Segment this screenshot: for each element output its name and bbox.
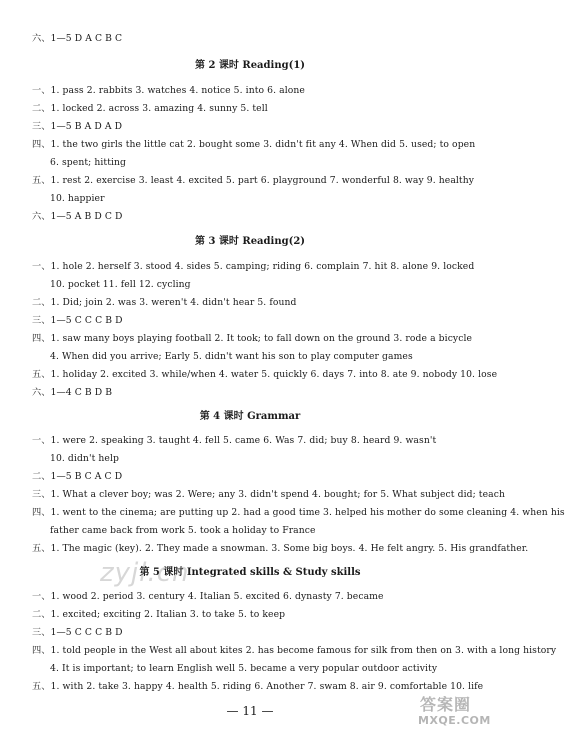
section-heading: 第 4 课时 Grammar bbox=[199, 411, 301, 422]
answer-line: 六、1—5 A B D C D bbox=[32, 211, 123, 222]
watermark-stamp-url: MXQE.COM bbox=[418, 714, 491, 727]
answer-line: 四、1. went to the cinema; are putting up 2. had a good time 3. helped his mother do some cleaning 4. when his bbox=[32, 507, 565, 518]
answer-line: 五、1. The magic (key). 2. They made a snowman. 3. Some big boys. 4. He felt angry. 5. His grandfather. bbox=[32, 543, 529, 554]
watermark-stamp-title: 答案圈 bbox=[420, 695, 472, 714]
section-heading: 第 5 课时 Integrated skills & Study skills bbox=[139, 567, 361, 578]
answer-line: 二、1. excited; exciting 2. Italian 3. to take 5. to keep bbox=[32, 609, 286, 620]
watermark-logo: zyjl.cn bbox=[100, 558, 190, 588]
answer-line: 10. didn't help bbox=[50, 453, 119, 464]
answer-line: 10. pocket 11. fell 12. cycling bbox=[50, 279, 191, 290]
section-heading: 第 2 课时 Reading(1) bbox=[194, 60, 306, 71]
answer-line: 4. It is important; to learn English well 5. became a very popular outdoor activity bbox=[50, 663, 438, 674]
answer-line: 六、1—5 D A C B C bbox=[32, 33, 123, 44]
answer-line: 二、1. Did; join 2. was 3. weren't 4. didn't hear 5. found bbox=[32, 297, 297, 308]
watermark-stamp bbox=[414, 692, 494, 732]
answer-line: 10. happier bbox=[50, 193, 105, 204]
answer-line: 五、1. holiday 2. excited 3. while/when 4. water 5. quickly 6. days 7. into 8. ate 9. nobody 10. lose bbox=[32, 369, 498, 380]
answer-line: 三、1—5 C C C B D bbox=[32, 315, 123, 326]
answer-line: 五、1. rest 2. exercise 3. least 4. excited 5. part 6. playground 7. wonderful 8. way 9. healthy bbox=[32, 175, 475, 186]
answer-line: 三、1. What a clever boy; was 2. Were; any 3. didn't spend 4. bought; for 5. What subject did; teach bbox=[32, 489, 505, 500]
answer-line: 一、1. were 2. speaking 3. taught 4. fell 5. came 6. Was 7. did; buy 8. heard 9. wasn't bbox=[32, 435, 437, 446]
answer-line: 五、1. with 2. take 3. happy 4. health 5. riding 6. Another 7. swam 8. air 9. comfortable 10. life bbox=[32, 681, 484, 692]
page-number: — 11 — bbox=[226, 704, 274, 718]
section-heading: 第 3 课时 Reading(2) bbox=[194, 236, 306, 247]
answer-line: 一、1. wood 2. period 3. century 4. Italian 5. excited 6. dynasty 7. became bbox=[32, 591, 384, 602]
answer-line: 六、1—4 C B D B bbox=[32, 387, 113, 398]
answer-line: 一、1. hole 2. herself 3. stood 4. sides 5. camping; riding 6. complain 7. hit 8. alone 9. locked bbox=[32, 261, 475, 272]
answer-line: 4. When did you arrive; Early 5. didn't want his son to play computer games bbox=[50, 351, 413, 362]
answer-line: father came back from work 5. took a holiday to France bbox=[50, 525, 316, 536]
answer-line: 四、1. saw many boys playing football 2. It took; to fall down on the ground 3. rode a bicycle bbox=[32, 333, 473, 344]
answer-line: 二、1. locked 2. across 3. amazing 4. sunny 5. tell bbox=[32, 103, 268, 114]
answer-line: 三、1—5 B A D A D bbox=[32, 121, 123, 132]
answer-line: 四、1. told people in the West all about kites 2. has become famous for silk from then on 3. with a long history bbox=[32, 645, 557, 656]
answer-line: 6. spent; hitting bbox=[50, 157, 127, 168]
answer-line: 一、1. pass 2. rabbits 3. watches 4. notice 5. into 6. alone bbox=[32, 85, 305, 96]
answer-line: 三、1—5 C C C B D bbox=[32, 627, 123, 638]
answer-line: 四、1. the two girls the little cat 2. bought some 3. didn't fit any 4. When did 5. used; to open bbox=[32, 139, 476, 150]
answer-line: 二、1—5 B C A C D bbox=[32, 471, 123, 482]
